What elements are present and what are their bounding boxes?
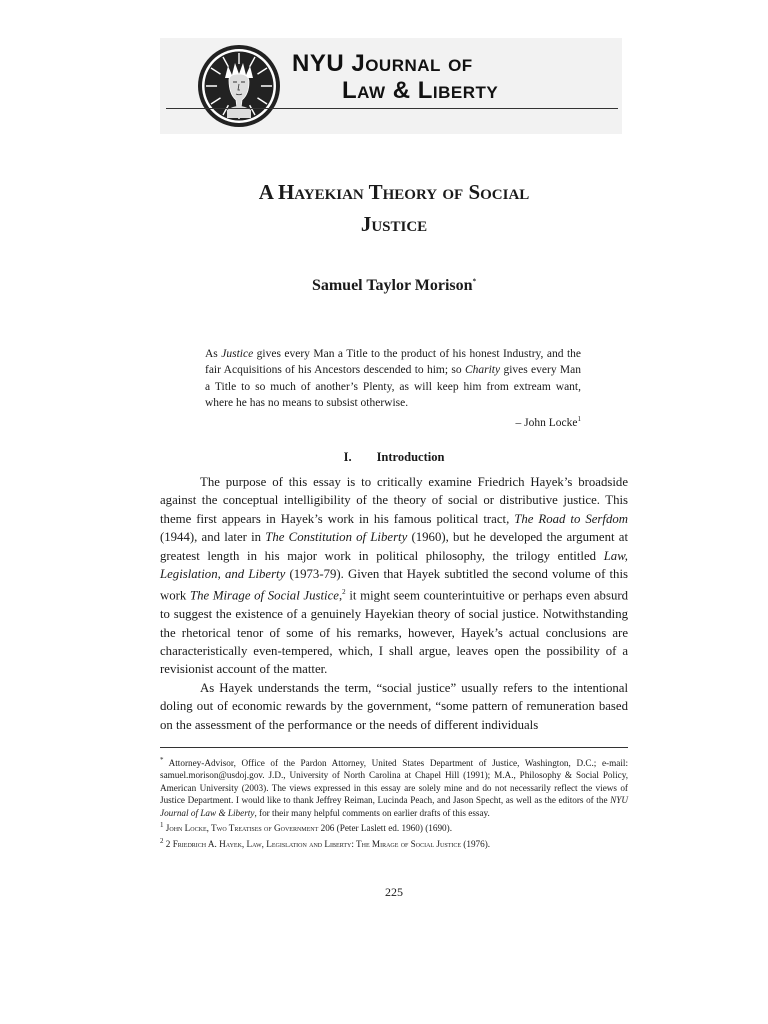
author-name-text: Samuel Taylor Morison [311,277,473,294]
footnote-2 [160,835,628,850]
author-footnote-mark: * [472,277,477,286]
footnote-text: , for their many helpful comments on earlier drafts of this essay. [254,807,490,818]
article-title-line2: Justice [360,212,428,236]
footnote-text: (1976). [461,838,491,849]
epigraph-emphasis-justice: Justice [221,348,254,360]
footnote-text: 2 [163,838,173,849]
footnote-mark: 2 [160,836,164,845]
footnote-mark: * [160,756,164,764]
epigraph-footnote-mark: 1 [577,415,581,424]
body-footnote-mark: 2 [342,588,346,597]
epigraph-attribution [205,411,581,431]
epigraph-emphasis-charity: Charity [464,364,501,377]
body-text-run: (1973-79). Given that Hayek subtitled the second volume of this work [160,567,628,603]
epigraph-text-3: gives every Man a Title to so much of another’s Plenty, as will keep him from extream want, where he has no means to subsist otherwise. [205,364,581,409]
footnote-smallcaps: John Locke, Two Treatises of Government [163,823,319,834]
body-text [160,473,628,734]
footnote-author [160,754,628,819]
section-heading: I. Introduction [343,450,445,464]
footnotes [160,754,628,850]
article-title [160,176,628,240]
body-text-run: (1944), and later in [160,530,266,545]
footnote-rule [160,747,628,748]
footnote-text: 206 (Peter Laslett ed. 1960) (1690). [318,823,452,834]
body-italic-title: The Mirage of Social Justice [189,588,339,603]
footnote-mark: 1 [160,821,164,830]
article-title-line1: A Hayekian Theory of Social [258,180,530,204]
footnote-italic: NYU Journal of Law & Liberty [160,795,628,818]
journal-name-line2: Law & Liberty [342,77,499,104]
body-text-run: (1960), but he developed the argument at greatest length in his major work in political philosophy, the trilogy entitled [160,530,628,563]
statue-of-liberty-seal-icon [197,44,281,128]
epigraph-text-2: gives every Man a Title to the product of his honest Industry, and the fair Acquisitions of his Ancestors descended to him; so [205,348,582,377]
body-text-run: The purpose of this essay is to critically examine Friedrich Hayek’s broadside against the conceptual intelligibility of the theory of social or distributive justice. This theme first appears in Hayek’s work in his famous political tract, [160,475,628,526]
footnote-1 [160,819,628,834]
body-paragraph-1 [160,473,628,679]
body-text-run: , [338,588,343,603]
body-paragraph-2: As Hayek understands the term, “social justice” usually refers to the intentional doling out of economic rewards by the government, “some pattern of remuneration based on the assessment of the performance or the needs of different individuals [160,680,628,732]
page-number: 225 [385,885,403,899]
journal-name [292,52,612,103]
footnote-smallcaps: Friedrich A. Hayek, Law, Legislation and Liberty: The Mirage of Social Justice [172,838,461,849]
epigraph [205,346,581,431]
journal-name-line1: NYU Journal of [292,50,473,77]
epigraph-quote [205,346,581,411]
masthead-rule [166,108,618,109]
epigraph-attribution-text: – John Locke [515,417,578,430]
footnote-text: Attorney-Advisor, Office of the Pardon Attorney, United States Department of Justice, Washington, D.C.; e-mail: samuel.morison@usdoj.gov. J.D., University of North Carolina at Chapel Hill (1991); M.A., Philosophy & Social Policy, American University (2003). The views expressed in this essay are solely mine and do not necessarily reflect the views of Justice Department. I would like to thank Jeffrey Reiman, Lucinda Peach, and Jason Specht, as well as the editors of the [160,758,628,806]
body-italic-title: The Road to Serfdom [514,511,628,526]
epigraph-text-1: As [205,348,222,360]
body-italic-title: The Constitution of Liberty [265,530,408,545]
body-italic-title: Law, Legislation, and Liberty [160,548,628,582]
author-name [160,277,628,295]
body-text-run: it might seem counterintuitive or perhaps even absurd to suggest the existence of a genuinely Hayekian theory of social justice. Notwithstanding the rhetorical tenor of some of his remarks, however, Hayek’s actual conclusions are characteristically even-tempered, which, I shall argue, leaves open the possibility of a revisionist account of the matter. [160,588,628,677]
